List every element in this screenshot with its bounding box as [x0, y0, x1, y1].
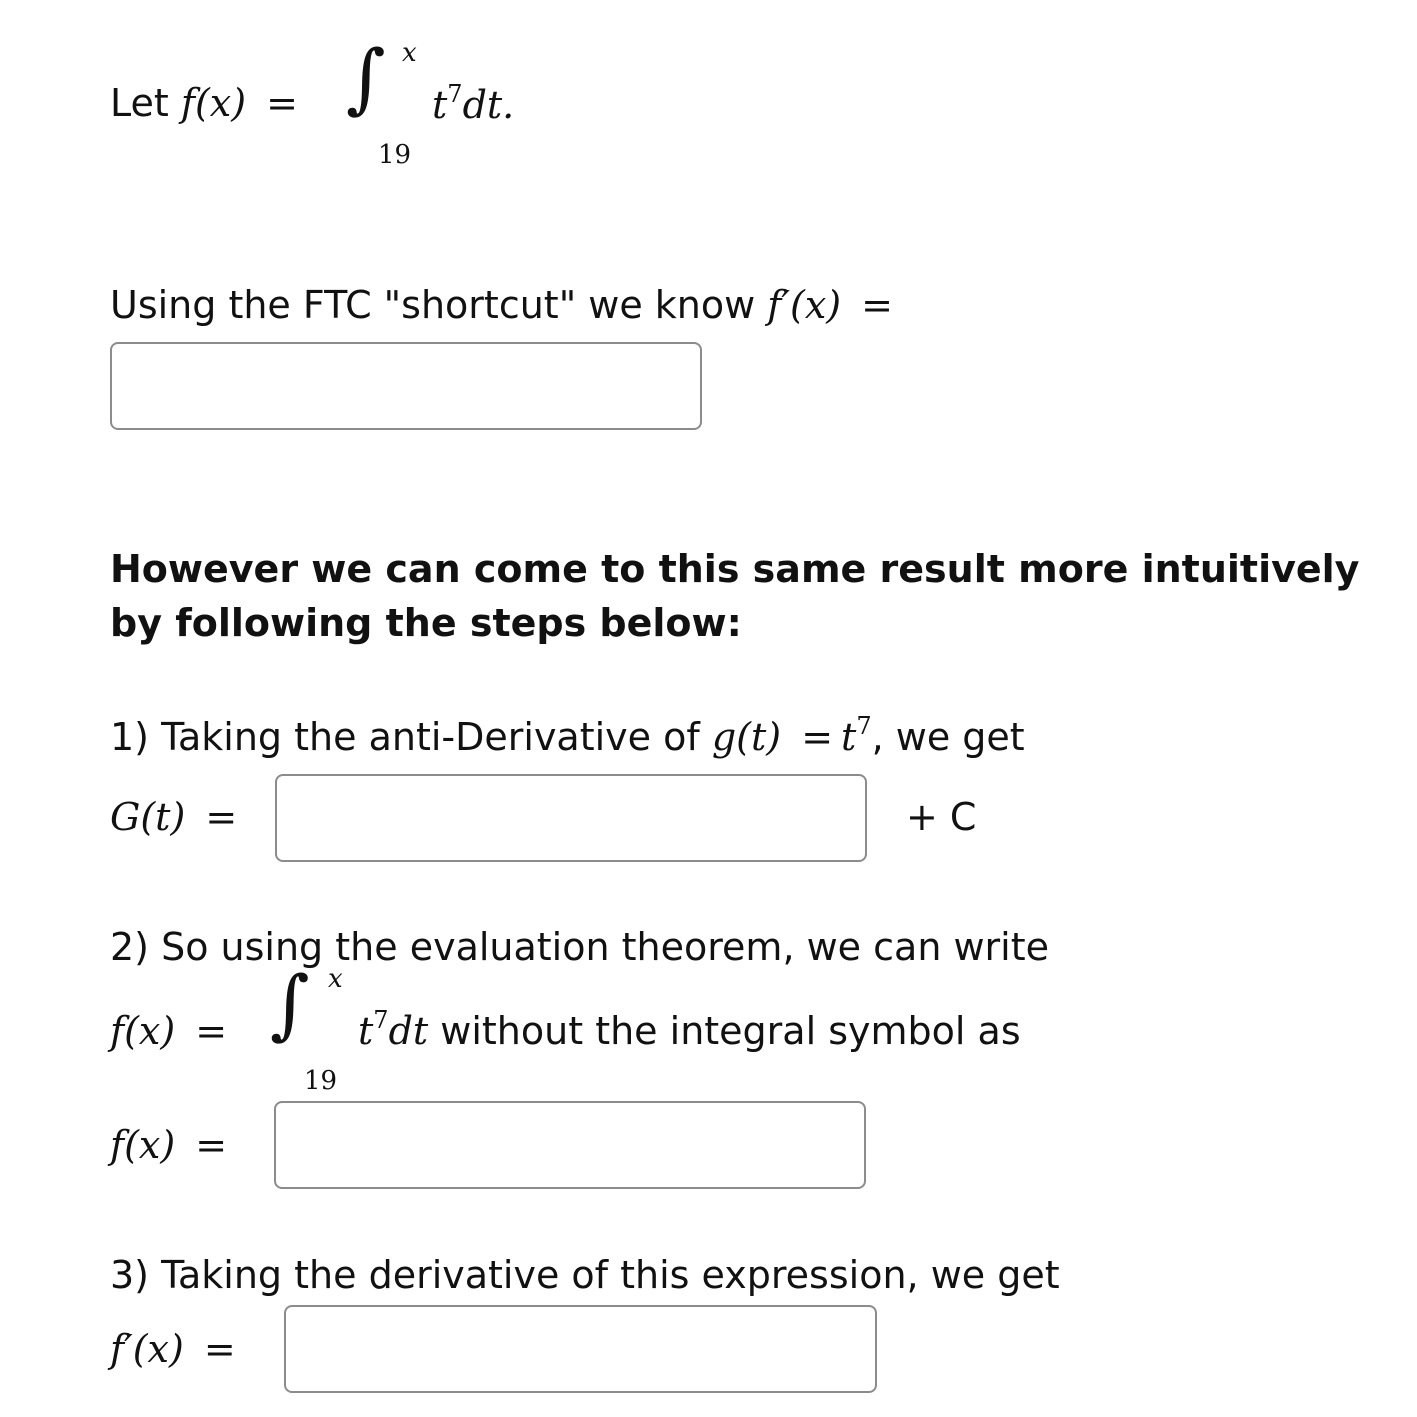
- ftc-prompt: [110, 283, 901, 327]
- intro-function: f(x): [180, 81, 247, 125]
- step2-text: 2) So using the evaluation theorem, we can write: [110, 925, 1050, 969]
- ftc-f-prime: f′(x): [767, 283, 842, 327]
- step2-text-after: without the integral symbol as: [440, 1009, 1021, 1053]
- intro-integrand-exponent: 7: [447, 80, 463, 108]
- however-line-1: However we can come to this same result more intuitively: [110, 547, 1360, 591]
- intro-lower-limit: 19: [378, 140, 412, 170]
- step3-f-prime-label: [110, 1327, 244, 1371]
- plus-c-label: + C: [906, 795, 977, 839]
- ftc-answer-input[interactable]: [110, 342, 702, 430]
- step2-integrand-exponent: 7: [373, 1006, 389, 1034]
- step3-f-prime: f′(x): [110, 1327, 184, 1371]
- step3-text: 3) Taking the derivative of this expression, we get: [110, 1253, 1060, 1297]
- evaluation-input[interactable]: [274, 1101, 866, 1189]
- let-label: Let: [110, 81, 169, 125]
- step1-text: 1) Taking the anti-Derivative of: [110, 715, 700, 759]
- step2-f-label-2: [110, 1123, 235, 1167]
- step1-text-after: , we get: [871, 715, 1025, 759]
- step2-integrand-base: t: [358, 1009, 374, 1053]
- step1-prompt: [110, 712, 1025, 759]
- step2-upper-limit: x: [328, 964, 343, 994]
- step1-g-of-t: g(t): [711, 715, 782, 759]
- intro-integrand: [432, 80, 515, 127]
- derivative-input[interactable]: [284, 1305, 877, 1393]
- intro-integrand-base: t: [432, 83, 448, 127]
- step1-G-equals: =: [205, 795, 238, 839]
- step2-differential: dt: [388, 1009, 429, 1053]
- intro-equals: =: [266, 81, 298, 125]
- step2-f-label: [110, 1009, 235, 1053]
- step2-integral-sign: ∫: [270, 959, 310, 1048]
- ftc-text: Using the FTC "shortcut" we know: [110, 283, 756, 327]
- step1-t-base: t: [841, 715, 857, 759]
- step1-equals: =: [801, 715, 834, 759]
- intro-statement: [110, 81, 306, 125]
- ftc-equals: =: [861, 283, 894, 327]
- however-line-2: by following the steps below:: [110, 601, 742, 645]
- step2-f-of-x-2: f(x): [110, 1123, 176, 1167]
- step1-t-exponent: 7: [856, 712, 872, 740]
- step2-equals-2: =: [195, 1123, 228, 1167]
- antiderivative-input[interactable]: [275, 774, 867, 862]
- step2-integrand: [358, 1006, 1021, 1053]
- intro-integral-sign: ∫: [346, 33, 386, 122]
- step3-equals: =: [203, 1327, 236, 1371]
- intro-upper-limit: x: [402, 38, 417, 68]
- step1-G-label: [110, 795, 245, 839]
- step2-f-of-x: f(x): [110, 1009, 176, 1053]
- intro-differential: dt.: [462, 83, 515, 127]
- step2-equals: =: [195, 1009, 228, 1053]
- step2-lower-limit: 19: [304, 1066, 338, 1096]
- step1-G-of-t: G(t): [110, 795, 186, 839]
